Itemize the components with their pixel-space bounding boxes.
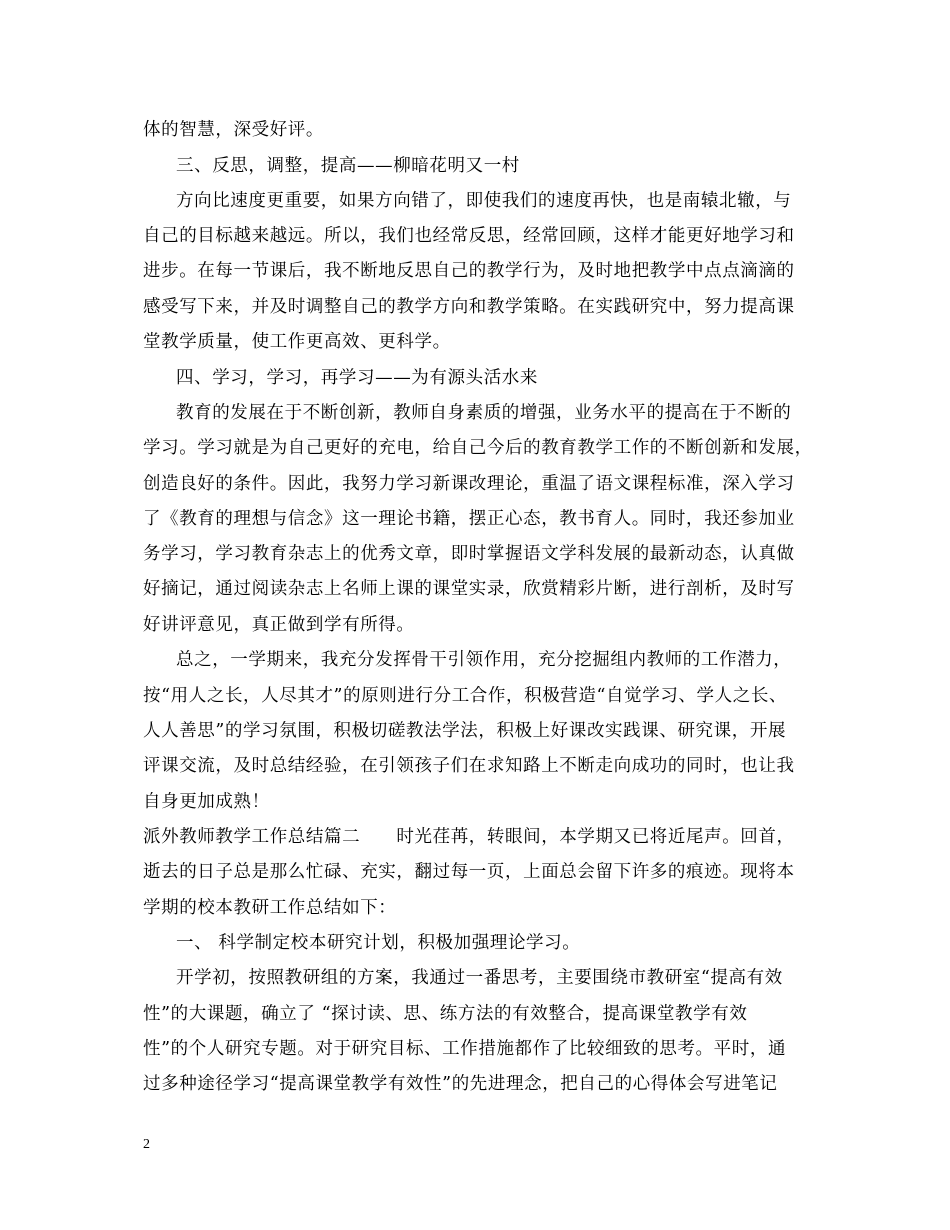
text-line: 开学初，按照教研组的方案，我通过一番思考，主要围绕市教研室“提高有效 xyxy=(176,968,783,988)
section-heading: 三、反思，调整，提高——柳暗花明又一村 xyxy=(176,156,520,176)
text-line: 创造良好的条件。因此，我努力学习新课改理论，重温了语文课程标准，深入学习 xyxy=(143,474,795,494)
text-line: 感受写下来，并及时调整自己的教学方向和教学策略。在实践研究中，努力提高课 xyxy=(143,297,795,317)
section-heading: 一、 科学制定校本研究计划，积极加强理论学习。 xyxy=(176,933,581,953)
text-line: 好讲评意见，真正做到学有所得。 xyxy=(143,615,415,635)
text-line: 总之，一学期来，我充分发挥骨干引领作用，充分挖掘组内教师的工作潜力， xyxy=(176,650,792,670)
text-line: 务学习，学习教育杂志上的优秀文章，即时掌握语文学科发展的最新动态，认真做 xyxy=(143,544,795,564)
text-line: 体的智慧，深受好评。 xyxy=(143,120,324,140)
text-line: 教育的发展在于不断创新，教师自身素质的增强，业务水平的提高在于不断的 xyxy=(176,403,792,423)
text-line: 堂教学质量，使工作更高效、更科学。 xyxy=(143,332,451,352)
text-line: 按“用人之长，人尽其才”的原则进行分工合作，积极营造“自觉学习、学人之长、 xyxy=(143,686,788,706)
page-number: 2 xyxy=(143,1137,150,1152)
text-line: 性”的个人研究专题。对于研究目标、工作措施都作了比较细致的思考。平时，通 xyxy=(143,1039,787,1059)
text-line: 学期的校本教研工作总结如下： xyxy=(143,898,397,918)
text-line: 性”的大课题，确立了 “探讨读、思、练方法的有效整合，提高课堂教学有效 xyxy=(143,1004,748,1024)
text-line: 进步。在每一节课后，我不断地反思自己的教学行为，及时地把教学中点点滴滴的 xyxy=(143,261,795,281)
text-line: 了《教育的理想与信念》这一理论书籍，摆正心态，教书育人。同时，我还参加业 xyxy=(143,509,795,529)
text-line: 派外教师教学工作总结篇二 时光荏苒，转眼间，本学期又已将近尾声。回首， xyxy=(143,827,795,847)
text-line: 自身更加成熟！ xyxy=(143,792,270,812)
text-line: 自己的目标越来越远。所以，我们也经常反思，经常回顾，这样才能更好地学习和 xyxy=(143,226,795,246)
text-line: 评课交流，及时总结经验，在引领孩子们在求知路上不断走向成功的同时，也让我 xyxy=(143,756,795,776)
text-line: 过多种途径学习“提高课堂教学有效性”的先进理念，把自己的心得体会写进笔记 xyxy=(143,1074,778,1094)
section-heading: 四、学习，学习，再学习——为有源头活水来 xyxy=(176,368,538,388)
text-line: 人人善思”的学习氛围，积极切磋教法学法，积极上好课改实践课、研究课，开展 xyxy=(143,721,787,741)
text-line: 好摘记，通过阅读杂志上名师上课的课堂实录，欣赏精彩片断，进行剖析，及时写 xyxy=(143,579,795,599)
text-line: 逝去的日子总是那么忙碌、充实，翻过每一页，上面总会留下许多的痕迹。现将本 xyxy=(143,862,795,882)
text-line: 方向比速度更重要，如果方向错了，即使我们的速度再快，也是南辕北辙，与 xyxy=(176,191,792,211)
text-line: 学习。学习就是为自己更好的充电，给自己今后的教育教学工作的不断创新和发展， xyxy=(143,438,813,458)
